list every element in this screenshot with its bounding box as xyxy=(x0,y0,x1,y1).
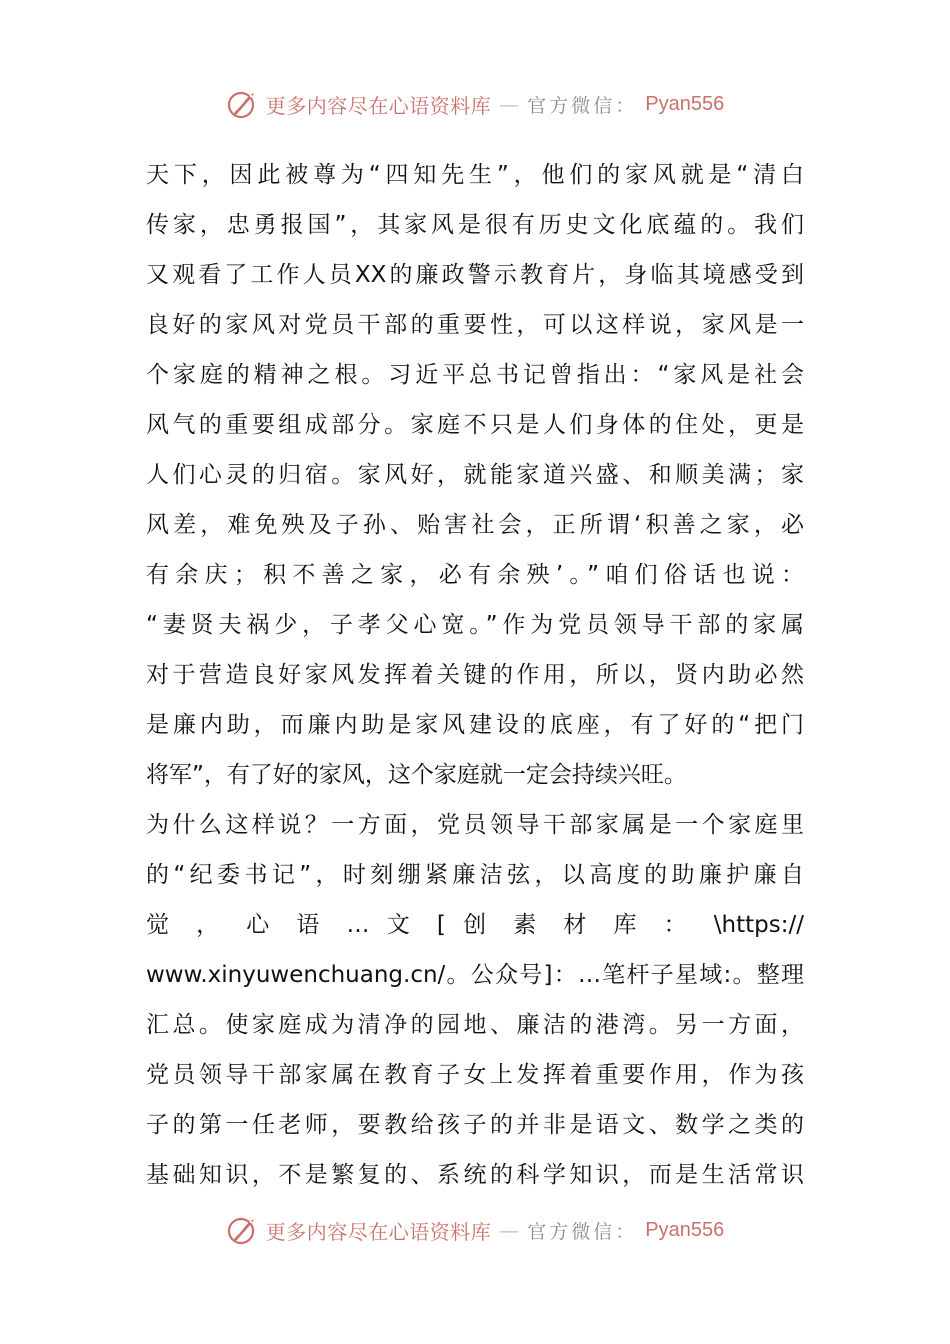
banner-title: 更多内容尽在心语资料库 xyxy=(265,93,492,118)
banner-title: 更多内容尽在心语资料库 xyxy=(265,1219,492,1244)
body-line: www.xinyuwenchuang.cn/。公众号]：…笔杆子星域:。整理 xyxy=(146,962,804,988)
banner-subtitle: 官方微信： xyxy=(527,94,638,117)
banner-wechat-id: Pyan556 xyxy=(645,92,725,115)
body-line: 是廉内助，而廉内助是家风建设的底座，有了好的“把门 xyxy=(146,712,804,738)
body-line: 传家，忠勇报国”，其家风是很有历史文化底蕴的。我们 xyxy=(146,212,804,238)
pen-nib-logo-icon xyxy=(226,1213,260,1247)
body-line: 风差，难免殃及子孙、贻害社会，正所谓‘积善之家，必 xyxy=(146,512,804,538)
body-line: 将军”，有了好的家风，这个家庭就一定会持续兴旺。 xyxy=(146,762,687,788)
body-line: 又观看了工作人员XX的廉政警示教育片，身临其境感受到 xyxy=(146,262,804,288)
document-body xyxy=(146,150,804,1200)
body-line: 子的第一任老师，要教给孩子的并非是语文、数学之类的 xyxy=(146,1112,804,1138)
body-line: 觉 ， 心 语 … 文 [ 创 素 材 库 ： \https:// xyxy=(146,912,804,938)
body-line: 基础知识，不是繁复的、系统的科学知识，而是生活常识 xyxy=(146,1162,804,1188)
body-line: “妻贤夫祸少，子孝父心宽。”作为党员领导干部的家属 xyxy=(146,612,804,638)
body-line: 个家庭的精神之根。习近平总书记曾指出：“家风是社会 xyxy=(146,362,804,388)
body-line: 人们心灵的归宿。家风好，就能家道兴盛、和顺美满；家 xyxy=(146,462,804,488)
footer-banner-content xyxy=(226,1213,724,1247)
footer-banner xyxy=(0,1210,950,1250)
body-line: 天下，因此被尊为“四知先生”，他们的家风就是“清白 xyxy=(146,162,804,188)
body-line: 党员领导干部家属在教育子女上发挥着重要作用，作为孩 xyxy=(146,1062,804,1088)
banner-subtitle: 官方微信： xyxy=(527,1220,638,1243)
body-line: 有余庆；积不善之家，必有余殃’。”咱们俗话也说： xyxy=(146,562,804,588)
banner-wechat-id: Pyan556 xyxy=(645,1218,725,1241)
body-line: 为什么这样说？一方面，党员领导干部家属是一个家庭里 xyxy=(146,812,804,838)
header-banner xyxy=(0,84,950,124)
header-banner-content xyxy=(226,87,724,121)
pen-nib-logo-icon xyxy=(226,87,260,121)
body-line: 汇总。使家庭成为清净的园地、廉洁的港湾。另一方面， xyxy=(146,1012,804,1038)
body-line: 的“纪委书记”，时刻绷紧廉洁弦，以高度的助廉护廉自 xyxy=(146,862,804,888)
banner-dash: — xyxy=(499,92,520,116)
banner-dash: — xyxy=(499,1218,520,1242)
body-line: 良好的家风对党员干部的重要性，可以这样说，家风是一 xyxy=(146,312,804,338)
body-line: 对于营造良好家风发挥着关键的作用，所以，贤内助必然 xyxy=(146,662,804,688)
body-line: 风气的重要组成部分。家庭不只是人们身体的住处，更是 xyxy=(146,412,804,438)
